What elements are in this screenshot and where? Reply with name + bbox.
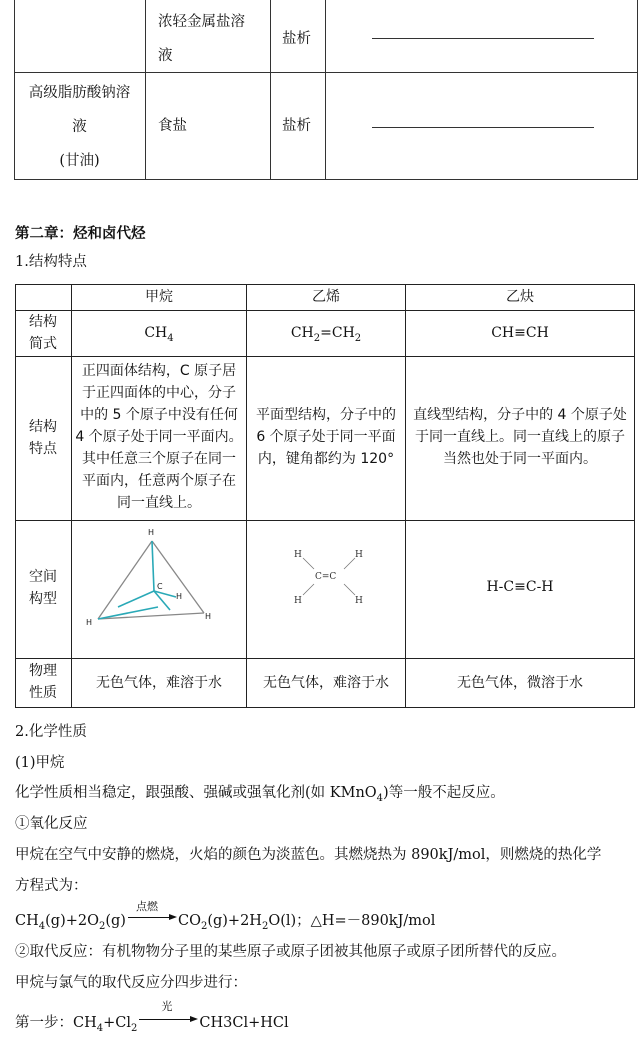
eq-part: O(l)；△H=－890kJ/mol — [268, 913, 436, 929]
methane-tetrahedron-diagram — [72, 521, 246, 658]
feature-line: 其中任意三个原子在同一 — [82, 451, 236, 467]
chapter-title: 第二章：烃和卤代烃 — [15, 225, 146, 242]
feature-line: 4 个原子处于同一平面内。 — [75, 429, 243, 445]
formula-acetylene: CH≡CH — [491, 325, 549, 341]
arrow-head-icon — [169, 914, 177, 920]
feature-line: 同一直线上。 — [117, 495, 201, 511]
para-stability — [15, 783, 505, 809]
carbon-double-bond: C=C — [315, 572, 337, 582]
top-table — [14, 0, 638, 180]
atom-c: C — [157, 582, 163, 591]
substitution-definition: ②取代反应：有机物物分子里的某些原子或原子团被其他原子或原子团所替代的反应。 — [15, 944, 566, 960]
reaction-arrow — [137, 1000, 199, 1027]
cell-line: 液 — [72, 119, 87, 135]
oxidation-title: ①氧化反应 — [15, 816, 88, 832]
ethylene-planar-diagram — [247, 521, 405, 658]
eq-part: CH3Cl+HCl — [199, 1015, 289, 1031]
feature-line: 于正四面体的中心，分子 — [82, 385, 236, 401]
atom-h: H — [148, 528, 155, 537]
acetylene-linear-diagram: H-C≡C-H — [486, 579, 554, 595]
cell-line: 高级脂肪酸钠溶 — [28, 85, 131, 101]
label-line: 构型 — [29, 591, 57, 607]
atom-h: H — [294, 596, 302, 606]
formula-part: CH — [290, 325, 314, 341]
sub1-title: (1)甲烷 — [15, 755, 65, 771]
cell-line: 浓轻金属盐溶 — [158, 14, 245, 30]
atom-h: H — [355, 550, 363, 560]
label-line: 简式 — [29, 336, 57, 352]
physical-acetylene: 无色气体，微溶于水 — [457, 675, 583, 691]
substitution-step1-equation — [15, 1000, 289, 1039]
label-line: 空间 — [29, 569, 57, 585]
atom-h: H — [294, 550, 302, 560]
cell-line: (甘油) — [59, 153, 100, 169]
header-acetylene: 乙炔 — [506, 289, 534, 305]
formula-sub: 2 — [313, 332, 321, 344]
structure-table — [15, 284, 635, 708]
eq-part: (g) — [105, 913, 126, 929]
feature-line: 平面型结构，分子中的 — [256, 407, 396, 423]
eq-sub: 2 — [261, 920, 269, 932]
top-table-r2-c2: 食盐 — [158, 118, 187, 134]
feature-line: 内，键角都约为 120° — [257, 451, 395, 467]
eq-sub: 4 — [38, 920, 46, 932]
cell-line: 液 — [158, 48, 173, 64]
feature-line: 于同一直线上。同一直线上的原子 — [415, 429, 625, 445]
formula-sub: 4 — [167, 332, 174, 344]
formula-sub: 2 — [354, 332, 362, 344]
row-label-physical — [15, 660, 71, 704]
arrow-shaft — [139, 1019, 193, 1020]
top-table-r1-c3: 盐析 — [282, 31, 311, 47]
section2-title: 2.化学性质 — [15, 724, 87, 740]
physical-ethylene: 无色气体，难溶于水 — [263, 675, 389, 691]
formula-ethylene — [247, 322, 405, 350]
feature-line: 平面内，任意两个原子在 — [82, 473, 236, 489]
formula-part: =CH — [320, 325, 355, 341]
label-line: 结构 — [29, 314, 57, 330]
atom-h: H — [205, 612, 212, 621]
arrow-condition: 点燃 — [135, 900, 158, 913]
label-line: 特点 — [29, 441, 57, 457]
eq-sub: 2 — [131, 1022, 138, 1034]
feature-methane — [72, 360, 246, 514]
arrow-condition: 光 — [161, 1000, 173, 1013]
formula-part: CH — [144, 325, 168, 341]
arrow-head-icon — [190, 1016, 198, 1022]
feature-line: 直线型结构，分子中的 4 个原子处 — [413, 407, 627, 423]
header-methane: 甲烷 — [145, 289, 173, 305]
reaction-arrow — [126, 900, 178, 925]
eq-part: 第一步：CH — [15, 1015, 97, 1031]
label-line: 性质 — [29, 685, 57, 701]
top-table-r1-c2 — [158, 5, 245, 73]
eq-sub: 2 — [200, 920, 208, 932]
para-combustion-line2: 方程式为： — [15, 878, 88, 894]
substitution-steps-intro: 甲烷与氯气的取代反应分四步进行： — [15, 975, 247, 991]
text-part: )等一般不起反应。 — [383, 785, 505, 801]
formula-methane — [72, 322, 246, 350]
top-table-r2-c1 — [14, 76, 145, 178]
physical-methane: 无色气体，难溶于水 — [96, 675, 222, 691]
feature-line: 中的 5 个原子中没有任何 — [80, 407, 238, 423]
eq-part: +Cl — [103, 1015, 132, 1031]
feature-ethylene — [247, 404, 405, 470]
eq-part: (g)+2H — [207, 913, 262, 929]
eq-part: CH — [15, 913, 39, 929]
atom-h: H — [355, 596, 363, 606]
row-label-formula — [15, 311, 71, 355]
eq-sub: 2 — [98, 920, 106, 932]
section1-title: 1.结构特点 — [15, 254, 87, 270]
eq-part: (g)+2O — [45, 913, 99, 929]
top-table-r2-c3: 盐析 — [282, 118, 311, 134]
arrow-shaft — [128, 917, 172, 918]
feature-line: 6 个原子处于同一平面 — [256, 429, 396, 445]
eq-part: CO — [177, 913, 201, 929]
atom-h: H — [86, 618, 93, 627]
text-sub: 4 — [376, 792, 384, 804]
blank-line — [372, 127, 594, 128]
feature-line: 正四面体结构，C 原子居 — [81, 363, 237, 379]
label-line: 物理 — [29, 663, 57, 679]
atom-h: H — [176, 592, 183, 601]
feature-line: 当然也处于同一平面内。 — [443, 451, 597, 467]
para-combustion-line1: 甲烷在空气中安静的燃烧，火焰的颜色为淡蓝色。其燃烧热为 890kJ/mol，则燃烧的热化学 — [15, 847, 602, 863]
feature-acetylene — [406, 404, 634, 470]
label-line: 结构 — [29, 419, 57, 435]
text-part: 化学性质相当稳定，跟强酸、强碱或强氧化剂(如 KMnO — [15, 785, 377, 801]
blank-line — [372, 38, 594, 39]
header-ethylene: 乙烯 — [312, 289, 340, 305]
row-label-feature — [15, 416, 71, 460]
combustion-equation — [15, 900, 436, 937]
eq-sub: 4 — [96, 1022, 104, 1034]
row-label-shape — [15, 566, 71, 610]
